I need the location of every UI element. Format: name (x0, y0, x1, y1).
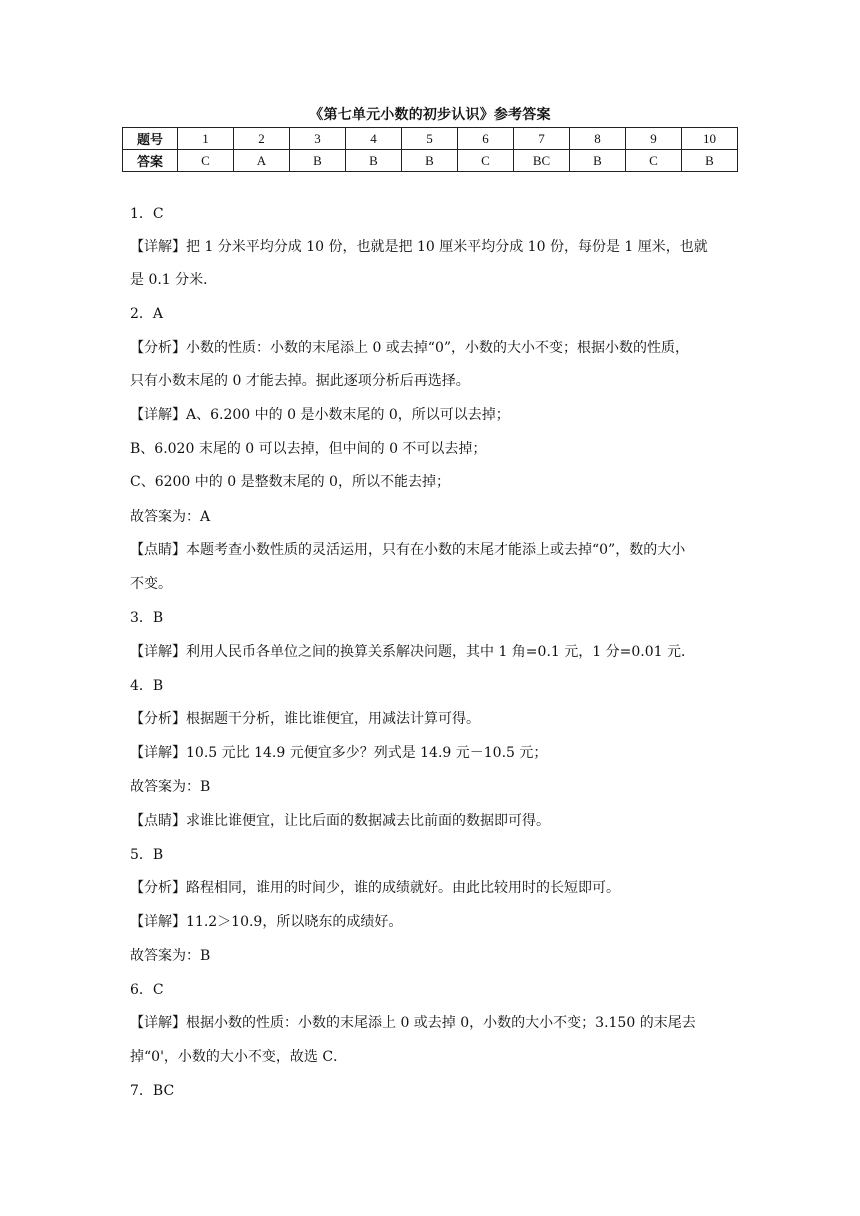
explanation-line: 只有小数末尾的 0 才能去掉。据此逐项分析后再选择。 (130, 373, 470, 389)
explanation-line: B、6.020 末尾的 0 可以去掉，但中间的 0 不可以去掉； (130, 441, 487, 457)
table-cell: C (626, 150, 682, 172)
table-row-numbers (123, 128, 738, 150)
explanation-line: 【详解】利用人民币各单位之间的换算关系解决问题，其中 1 角=0.1 元，1 分=0.01 元． (130, 644, 695, 660)
table-cell: 8 (570, 128, 626, 150)
table-cell: 7 (514, 128, 570, 150)
table-header-answer: 答案 (123, 150, 178, 172)
explanation-line: 【点睛】求谁比谁便宜，让比后面的数据减去比前面的数据即可得。 (130, 813, 550, 829)
answer-key-table (122, 127, 738, 172)
explanation-line: 是 0.1 分米． (130, 272, 218, 288)
table-cell: 4 (346, 128, 402, 150)
explanation-line: 【详解】A、6.200 中的 0 是小数末尾的 0，所以可以去掉； (130, 407, 510, 423)
explanation-line: 【详解】把 1 分米平均分成 10 份，也就是把 10 厘米平均分成 10 份，每份是 1 厘米，也就 (130, 239, 708, 255)
answer-heading: 4．B (130, 678, 164, 694)
table-cell: B (682, 150, 738, 172)
explanation-line: 掉“0'，小数的大小不变，故选 C． (130, 1049, 348, 1065)
explanation-line: 【点睛】本题考查小数性质的灵活运用，只有在小数的末尾才能添上或去掉“0”，数的大小 (130, 542, 686, 558)
answer-heading: 5．B (130, 847, 164, 863)
table-cell: BC (514, 150, 570, 172)
explanation-line: 不变。 (130, 576, 172, 592)
explanation-line: 【详解】10.5 元比 14.9 元便宜多少？列式是 14.9 元－10.5 元； (130, 745, 548, 761)
answer-heading: 1．C (130, 206, 164, 222)
explanation-line: C、6200 中的 0 是整数末尾的 0，所以不能去掉； (130, 474, 450, 490)
table-header-question-number: 题号 (123, 128, 178, 150)
conclusion-line: 故答案为：B (130, 948, 211, 964)
table-cell: 2 (234, 128, 290, 150)
answer-heading: 7．BC (130, 1083, 175, 1099)
table-cell: 10 (682, 128, 738, 150)
table-cell: C (458, 150, 514, 172)
table-cell: 9 (626, 128, 682, 150)
table-cell: B (570, 150, 626, 172)
table-cell: 1 (178, 128, 234, 150)
table-row-answers (123, 150, 738, 172)
table-cell: C (178, 150, 234, 172)
explanation-line: 【分析】根据题干分析，谁比谁便宜，用减法计算可得。 (130, 711, 480, 727)
conclusion-line: 故答案为：B (130, 779, 211, 795)
table-cell: 3 (290, 128, 346, 150)
explanation-line: 【分析】小数的性质：小数的末尾添上 0 或去掉“0”，小数的大小不变；根据小数的性质， (130, 340, 690, 356)
table-cell: B (290, 150, 346, 172)
table-cell: 5 (402, 128, 458, 150)
page-title: 《第七单元小数的初步认识》参考答案 (309, 107, 551, 123)
explanation-line: 【详解】根据小数的性质：小数的末尾添上 0 或去掉 0，小数的大小不变；3.150 的末尾去 (130, 1015, 696, 1031)
answer-heading: 2．A (130, 306, 164, 322)
table-cell: B (346, 150, 402, 172)
explanation-line: 【分析】路程相同，谁用的时间少，谁的成绩就好。由此比较用时的长短即可。 (130, 880, 620, 896)
answer-heading: 3．B (130, 610, 164, 626)
explanation-line: 【详解】11.2＞10.9，所以晓东的成绩好。 (130, 914, 403, 930)
answer-heading: 6．C (130, 982, 164, 998)
conclusion-line: 故答案为：A (130, 509, 211, 525)
table-cell: 6 (458, 128, 514, 150)
table-cell: A (234, 150, 290, 172)
table-cell: B (402, 150, 458, 172)
